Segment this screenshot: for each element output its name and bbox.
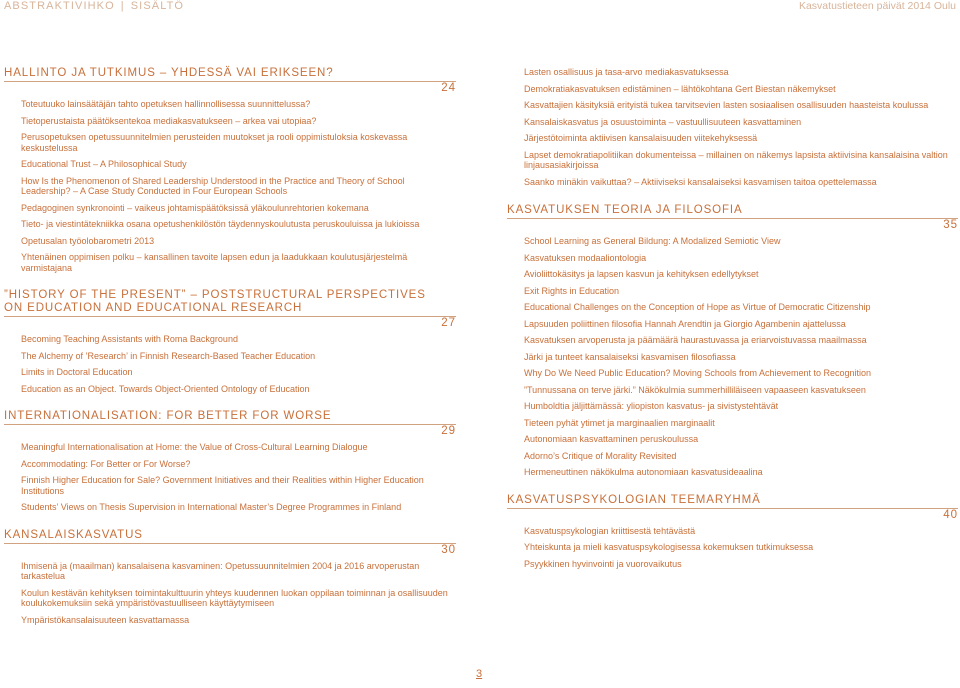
toc-entry-link[interactable]: Koulun kestävän kehityksen toimintakulttuurin yhteys kuudennen luokan oppilaan toiminnan ja osallisuuden koulukokemuksiin sekä ympäristövastuulliseen käyttäytymiseen xyxy=(21,587,448,608)
toc-entry-link[interactable]: Hermeneuttinen näkökulma autonomiaan kasvatusideaalina xyxy=(524,467,763,477)
toc-entry-link[interactable]: Saanko minäkin vaikuttaa? – Aktiiviseksi kansalaiseksi kasvamisen taitoa opettelemassa xyxy=(524,176,877,187)
toc-entry-link[interactable]: Educational Challenges on the Conception of Hope as Virtue of Democratic Citizenship xyxy=(524,302,871,312)
section-heading[interactable] xyxy=(507,204,958,231)
entry-list xyxy=(4,334,456,394)
toc-entry-link[interactable]: Pedagoginen synkronointi – vaikeus johtamispäätöksissä yläkoulunrehtorien kokemana xyxy=(21,202,369,213)
section-page-number[interactable]: 40 xyxy=(943,508,958,521)
toc-section xyxy=(4,67,456,273)
toc-entry-link[interactable]: Avioliittokäsitys ja lapsen kasvun ja kehityksen edellytykset xyxy=(524,269,759,279)
toc-entry-link[interactable]: Yhtenäinen oppimisen polku – kansallinen tavoite lapsen edun ja laadukkaan koulutusjärjestelmä varmistajana xyxy=(21,252,408,273)
toc-entry-link[interactable]: Lapsuuden poliittinen filosofia Hannah Arendtin ja Giorgio Agambenin ajattelussa xyxy=(524,318,846,329)
toc-section xyxy=(507,204,958,478)
toc-entry-link[interactable]: How Is the Phenomenon of Shared Leadership Understood in the Practice and Theory of School Leadership? – A Case Study Conducted in Four European Schools xyxy=(21,175,405,196)
toc-section xyxy=(4,289,456,394)
toc-entry-link[interactable]: Psyykkinen hyvinvointi ja vuorovaikutus xyxy=(524,558,682,569)
section-title[interactable]: INTERNATIONALISATION: FOR BETTER FOR WORSE xyxy=(4,410,332,422)
nav-sisalto-link[interactable]: SISÄLTÖ xyxy=(130,0,185,12)
toc-entry-link[interactable]: Educational Trust – A Philosophical Study xyxy=(21,159,187,169)
toc-entry-link[interactable]: Ympäristökansalaisuuteen kasvattamassa xyxy=(21,614,190,625)
toc-entry-link[interactable]: Järki ja tunteet kansalaiseksi kasvamisen filosofiassa xyxy=(524,351,736,362)
toc-entry-link[interactable]: Students’ Views on Thesis Supervision in International Master’s Degree Programmes in Finland xyxy=(21,502,402,512)
page-number: 3 xyxy=(476,668,483,680)
section-title[interactable]: KANSALAISKASVATUS xyxy=(4,528,143,541)
entry-list xyxy=(507,67,958,187)
toc-entry-link[interactable]: Lasten osallisuus ja tasa-arvo mediakasvatuksessa xyxy=(524,67,729,77)
toc-entry-link[interactable]: Exit Rights in Education xyxy=(524,285,620,296)
toc-entry-link[interactable]: Yhteiskunta ja mieli kasvatuspsykologisessa kokemuksen tutkimuksessa xyxy=(524,542,814,552)
entry-list xyxy=(4,561,456,626)
toc-entry-link[interactable]: Education as an Object. Towards Object-Oriented Ontology of Education xyxy=(21,383,310,394)
toc-entry-link[interactable]: Tieto- ja viestintätekniikka osana opetushenkilöstön täydennyskoulutusta peruskouluissa ja lukioissa xyxy=(21,219,420,229)
entry-list xyxy=(507,236,958,478)
toc-entry-link[interactable]: Demokratiakasvatuksen edistäminen – lähtökohtana Gert Biestan näkemykset xyxy=(524,83,836,94)
toc-entry-link[interactable]: Perusopetuksen opetussuunnitelmien perusteiden muutokset ja rooli oppimistuloksia koskevassa keskustelussa xyxy=(21,132,408,153)
nav-separator: | xyxy=(120,0,125,12)
toc-entry-link[interactable]: Becoming Teaching Assistants with Roma Background xyxy=(21,334,238,344)
toc-entry-link[interactable]: ”Tunnussana on terve järki.” Näkökulmia summerhilliläiseen vapaaseen kasvatukseen xyxy=(524,384,866,395)
right-column xyxy=(507,67,958,585)
section-title[interactable]: HALLINTO JA TUTKIMUS – YHDESSÄ VAI ERIKSEEN? xyxy=(4,67,334,79)
toc-entry-link[interactable]: Kasvatuspsykologian kriittisestä tehtävästä xyxy=(524,525,696,536)
toc-entry-link[interactable]: Toteutuuko lainsäätäjän tahto opetuksen hallinnollisessa suunnittelussa? xyxy=(21,99,311,109)
toc-entry-link[interactable]: Kasvatuksen modaaliontologia xyxy=(524,252,647,263)
toc-entry-link[interactable]: Opetusalan työolobarometri 2013 xyxy=(21,235,155,246)
breadcrumb xyxy=(4,0,190,12)
section-heading[interactable] xyxy=(507,493,958,521)
toc-entry-link[interactable]: The Alchemy of ’Research’ in Finnish Research-Based Teacher Education xyxy=(21,350,316,361)
toc-entry-link[interactable]: Accommodating: For Better or For Worse? xyxy=(21,458,191,469)
section-page-number[interactable]: 35 xyxy=(943,219,958,231)
toc-entry-link[interactable]: Tieteen pyhät ytimet ja marginaalien marginaalit xyxy=(524,417,715,428)
toc-section xyxy=(4,410,456,513)
toc-entry-link[interactable]: Kansalaiskasvatus ja osuustoiminta – vastuullisuuteen kasvattaminen xyxy=(524,116,802,127)
toc-entry-link[interactable]: Why Do We Need Public Education? Moving Schools from Achievement to Recognition xyxy=(524,368,872,378)
event-title: Kasvatustieteen päivät 2014 Oulu xyxy=(798,0,956,12)
section-title[interactable]: KASVATUKSEN TEORIA JA FILOSOFIA xyxy=(507,204,743,216)
section-page-number[interactable]: 30 xyxy=(441,543,456,556)
section-heading[interactable] xyxy=(4,67,456,94)
section-heading[interactable] xyxy=(4,410,456,437)
section-title[interactable]: ”HISTORY OF THE PRESENT” – POSTSTRUCTURAL PERSPECTIVES ON EDUCATION AND EDUCATIONAL RESEARCH xyxy=(4,289,426,314)
toc-entry-link[interactable]: Ihmisenä ja (maailman) kansalaisena kasvaminen: Opetussuunnitelmien 2004 ja 2016 arvoperustan tarkastelua xyxy=(21,560,420,581)
entry-list xyxy=(507,526,958,570)
left-column xyxy=(4,67,456,641)
toc-entry-link[interactable]: Tietoperustaista päätöksentekoa mediakasvatukseen – arkea vai utopiaa? xyxy=(21,115,317,126)
section-heading[interactable] xyxy=(4,289,456,329)
section-title[interactable]: KASVATUSPSYKOLOGIAN TEEMARYHMÄ xyxy=(507,493,761,506)
toc-entry-link[interactable]: Autonomiaan kasvattaminen peruskoulussa xyxy=(524,434,699,444)
section-page-number[interactable]: 24 xyxy=(441,82,456,94)
toc-entry-link[interactable]: Meaningful Internationalisation at Home: the Value of Cross-Cultural Learning Dialogue xyxy=(21,442,368,452)
nav-abstraktivihko-link[interactable]: ABSTRAKTIVIHKO xyxy=(4,0,115,12)
toc-entry-link[interactable]: Adorno’s Critique of Morality Revisited xyxy=(524,450,677,461)
toc-entry-link[interactable]: Limits in Doctoral Education xyxy=(21,367,133,377)
toc-entry-link[interactable]: Kasvattajien käsityksiä erityistä tukea tarvitsevien lasten sosiaalisen osallisuuden haasteista koulussa xyxy=(524,100,929,110)
toc-entry-link[interactable]: Kasvatuksen arvoperusta ja päämäärä haurastuvassa ja eriarvoistuvassa maailmassa xyxy=(524,335,867,345)
toc-section xyxy=(4,529,456,626)
section-page-number[interactable]: 27 xyxy=(441,317,456,329)
toc-entry-link[interactable]: Finnish Higher Education for Sale? Government Initiatives and their Realities within Higher Education Institutions xyxy=(21,475,424,496)
section-heading[interactable] xyxy=(4,528,456,556)
toc-entry-link[interactable]: Järjestötoiminta aktiivisen kansalaisuuden viitekehyksessä xyxy=(524,133,758,143)
entry-list xyxy=(4,99,456,273)
entry-list xyxy=(4,442,456,513)
toc-entry-link[interactable]: Humboldtia jäljittämässä: yliopiston kasvatus- ja sivistystehtävät xyxy=(524,401,779,411)
toc-entry-link[interactable]: Lapset demokratiapolitiikan dokumenteissa – millainen on näkemys lapsista aktiivisina kansalaisina valtion linjausasiakirjoissa xyxy=(524,149,948,170)
toc-section xyxy=(507,494,958,570)
toc-entry-link[interactable]: School Learning as General Bildung: A Modalized Semiotic View xyxy=(524,236,781,246)
section-page-number[interactable]: 29 xyxy=(441,425,456,437)
